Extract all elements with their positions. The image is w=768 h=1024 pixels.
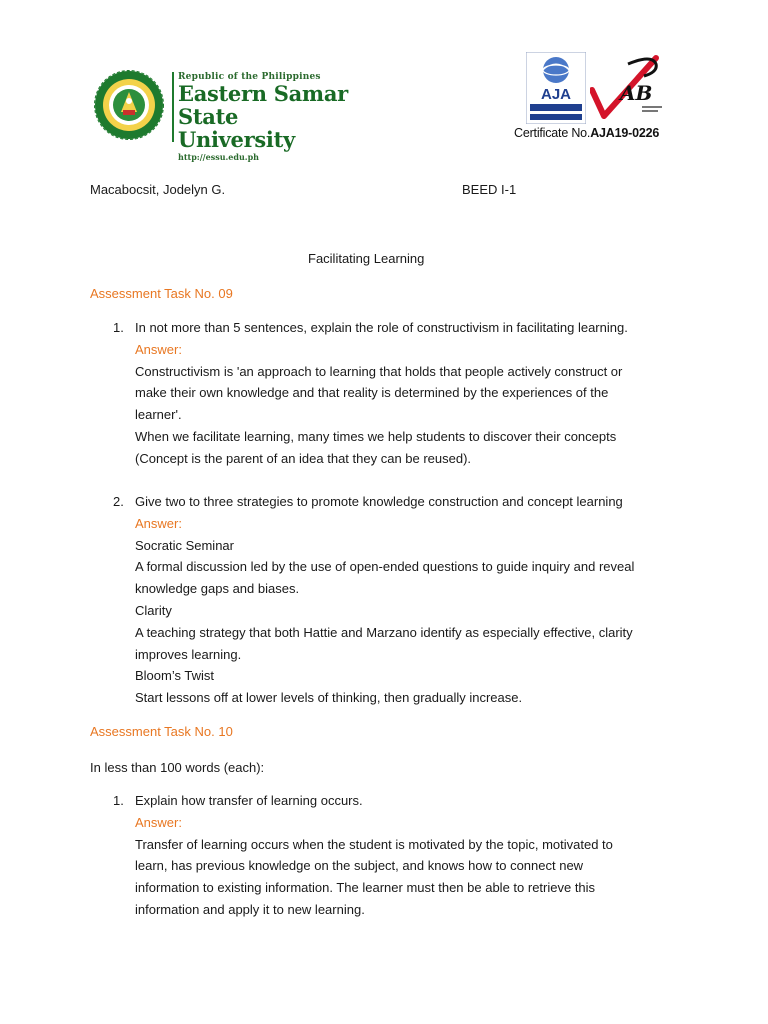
university-seal-icon [94,70,164,140]
university-logo [92,68,360,162]
university-url: http://essu.edu.ph [178,152,259,162]
certificate-number: Certificate No.AJA19-0226 [514,126,660,140]
task9-q2-answer-line: Bloom’s Twist [135,668,214,684]
ukas-accreditation-icon [590,54,670,122]
task9-q1 [135,317,680,470]
certification-logo [512,52,678,144]
task9-q2-answer-label: Answer: [135,515,182,531]
task9-q2-question: Give two to three strategies to promote knowledge construction and concept learning [135,494,623,509]
task9-q1-answer-line: make their own knowledge and that reality is determined by the experiences of the [135,385,609,401]
task10-heading: Assessment Task No. 10 [90,724,233,739]
task9-q2-answer-line: Clarity [135,602,172,618]
task10-q1-answer-label: Answer: [135,814,182,830]
task9-q1-answer-label: Answer: [135,341,182,357]
task9-q2-answer-line: knowledge gaps and biases. [135,581,300,597]
task9-heading: Assessment Task No. 09 [90,286,233,301]
republic-label: Republic of the Philippines [178,72,321,82]
university-name-line2: State University [178,104,295,152]
task9-q2-answer-line: Socratic Seminar [135,537,234,553]
task10-q1-answer-line: information and apply it to new learning. [135,901,365,917]
task9-q2-answer-line: Start lessons off at lower levels of thinking, then gradually increase. [135,690,523,706]
task10-q1-number: 1. [113,793,124,808]
student-section: BEED I-1 [462,182,517,197]
task10-q1-answer-line: learn, has previous knowledge on the subject, and knows how to connect new [135,858,584,874]
task9-q1-answer-line: Constructivism is 'an approach to learning that holds that people actively construct or [135,363,623,379]
task9-q1-number: 1. [113,320,124,335]
task10-intro: In less than 100 words (each): [90,760,265,775]
aja-label: AJA [540,86,572,103]
task9-q1-question: In not more than 5 sentences, explain the role of constructivism in facilitating learning. [135,320,628,335]
task10-q1-question: Explain how transfer of learning occurs. [135,793,363,808]
document-title: Facilitating Learning [308,251,425,266]
task9-q2-answer-line: A formal discussion led by the use of open-ended questions to guide inquiry and reveal [135,559,635,575]
task10-q1 [135,790,680,921]
university-name-line1: Eastern Samar [178,81,348,106]
ukas-label: AB [620,81,653,105]
logo-divider [172,72,174,142]
task9-q2-answer-line: A teaching strategy that both Hattie and Marzano identify as especially effective, clarity [135,624,633,640]
task9-q1-answer-line: When we facilitate learning, many times we help students to discover their concepts [135,428,617,444]
task9-q1-answer-line: (Concept is the parent of an idea that they can be reused). [135,450,472,466]
task10-q1-answer-line: Transfer of learning occurs when the student is motivated by the topic, motivated to [135,836,613,852]
task10-q1-answer-line: information to existing information. The learner must then be able to retrieve this [135,880,596,896]
aja-registrars-icon [526,52,586,124]
university-wordmark [178,72,360,162]
task9-q2-number: 2. [113,494,124,509]
task9-q2 [135,491,680,709]
student-name: Macabocsit, Jodelyn G. [90,182,226,197]
task9-q1-answer-line: learner'. [135,407,182,423]
task9-q2-answer-line: improves learning. [135,646,242,662]
